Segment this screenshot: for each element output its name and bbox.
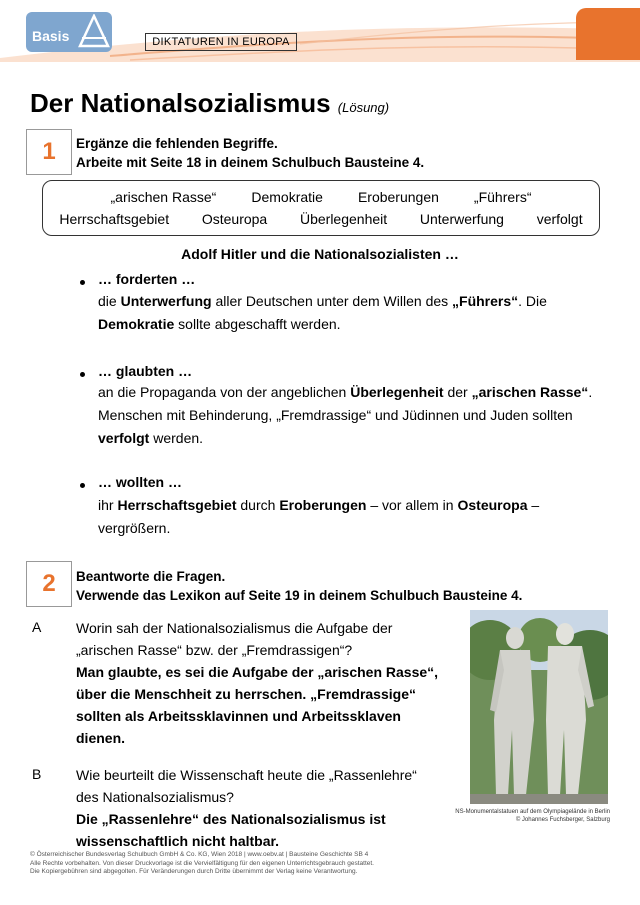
word-bank-item: „Führers“ <box>473 189 532 205</box>
answer-a-text-1: Man glaubte, es sei die Aufgabe der „arischen Rasse“, <box>76 664 439 680</box>
answer-word: verfolgt <box>98 430 150 446</box>
bullet-dot <box>80 372 85 377</box>
task-2-instruction-1: Beantworte die Fragen. <box>76 569 226 584</box>
answer-word: „Führers“ <box>452 293 519 309</box>
answer-word: Unterwerfung <box>120 293 212 309</box>
logo-text: Basis <box>32 28 70 44</box>
word-bank-item: Eroberungen <box>357 189 439 205</box>
question-a-text-2: „arischen Rasse“ bzw. der „Fremdrassigen“? <box>76 642 353 658</box>
header-label: DIKTATUREN IN EUROPA <box>145 33 297 51</box>
question-a-text-1: Worin sah der Nationalsozialismus die Aufgabe der <box>76 620 393 636</box>
word-bank-box <box>42 180 600 236</box>
answer-word: Eroberungen <box>279 497 367 513</box>
word-bank-row-1 <box>43 189 599 205</box>
bullet-2-heading: … glaubten … <box>98 363 193 379</box>
footer-line-2: Alle Rechte vorbehalten. Von dieser Druckvorlage ist die Vervielfältigung für den eigenen Unterrichtsgebrauch gestattet. <box>30 859 374 867</box>
bullet-1-text: die Unterwerfung aller Deutschen unter dem Willen des „Führers“. Die Demokratie sollte abgeschafft werden. <box>98 293 547 332</box>
word-bank-row-2 <box>43 211 599 227</box>
task-1-number: 1 <box>26 129 72 175</box>
orange-corner-decoration <box>576 8 640 60</box>
question-a-letter: A <box>32 619 42 635</box>
page-title <box>30 88 389 119</box>
bullet-1-heading: … forderten … <box>98 271 196 287</box>
word-bank-item: Osteuropa <box>201 211 268 227</box>
bullet-2-text: an die Propaganda von der angeblichen Überlegenheit der „arischen Rasse“. Menschen mit Behinderung, „Fremdrassige“ und Jüdinnen und Juden sollten verfolgt werden. <box>98 384 593 446</box>
statues-photo <box>470 610 608 804</box>
photo-caption-line-2: © Johannes Fuchsberger, Salzburg <box>515 817 610 823</box>
footer-line-1: © Österreichischer Bundesverlag Schulbuch GmbH & Co. KG, Wien 2018 | www.oebv.at | Bausteine Geschichte SB 4 <box>30 851 369 858</box>
task-2-instruction-2: Verwende das Lexikon auf Seite 19 in deinem Schulbuch Bausteine 4. <box>76 588 523 603</box>
question-b-text-1: Wie beurteilt die Wissenschaft heute die „Rassenlehre“ <box>76 767 417 783</box>
word-bank-item: Herrschaftsgebiet <box>59 211 170 227</box>
section-heading: Adolf Hitler und die Nationalsozialisten … <box>181 246 459 262</box>
answer-a-text-3: sollten als Arbeitssklavinnen und Arbeitssklaven <box>76 708 401 724</box>
photo-caption <box>430 808 610 824</box>
task-1-instruction-1: Ergänze die fehlenden Begriffe. <box>76 136 278 151</box>
task-1-instruction-2: Arbeite mit Seite 18 in deinem Schulbuch Bausteine 4. <box>76 155 425 170</box>
bullet-3-text: ihr Herrschaftsgebiet durch Eroberungen – vor allem in Osteuropa – vergrößern. <box>98 497 540 536</box>
word-bank-item: Überlegenheit <box>299 211 388 227</box>
word-bank-item: Unterwerfung <box>419 211 504 227</box>
logo-triangle-icon <box>78 14 110 48</box>
question-b-block <box>76 764 456 852</box>
answer-word: Überlegenheit <box>350 384 444 400</box>
answer-a-text-2: über die Menschheit zu herrschen. „Fremdrassige“ <box>76 686 416 702</box>
answer-word: Herrschaftsgebiet <box>117 497 237 513</box>
answer-b-text-1: Die „Rassenlehre“ des Nationalsozialismus ist <box>76 811 386 827</box>
question-a-block <box>76 617 456 749</box>
answer-word: „arischen Rasse“ <box>471 384 589 400</box>
task-2-number: 2 <box>26 561 72 607</box>
word-bank-item: „arischen Rasse“ <box>110 189 217 205</box>
footer <box>30 851 610 877</box>
answer-b-text-2: wissenschaftlich nicht haltbar. <box>76 833 280 849</box>
footer-line-3: Die Kopiergebühren sind abgegolten. Für Veränderungen durch Dritte übernimmt der Verlag keine Verantwortung. <box>30 868 358 875</box>
word-bank-item: Demokratie <box>251 189 323 205</box>
answer-a-text-4: dienen. <box>76 730 126 746</box>
word-bank-item: verfolgt <box>536 211 583 227</box>
answer-word: Osteuropa <box>457 497 528 513</box>
photo-caption-line-1: NS-Monumentalstatuen auf dem Olympiagelände in Berlin <box>455 809 610 815</box>
answer-word: Demokratie <box>98 316 175 332</box>
question-b-text-2: des Nationalsozialismus? <box>76 789 234 805</box>
bullet-dot <box>80 483 85 488</box>
statues-image <box>470 610 608 804</box>
page-title-main: Der Nationalsozialismus <box>30 88 331 118</box>
question-b-letter: B <box>32 766 42 782</box>
page-title-sub: (Lösung) <box>337 100 390 115</box>
bullet-3-heading: … wollten … <box>98 474 182 490</box>
bullet-dot <box>80 280 85 285</box>
